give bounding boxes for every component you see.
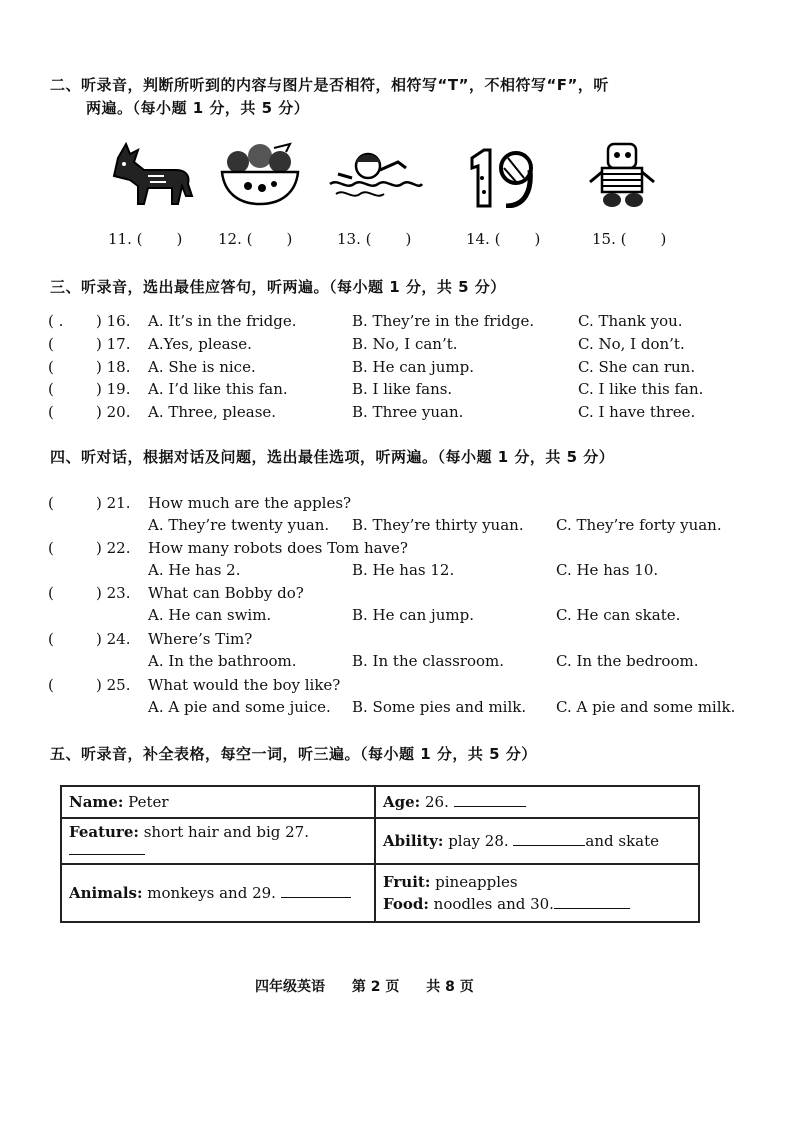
option-a: A. In the bathroom. [148, 652, 297, 670]
fruit-bowl-icon [218, 142, 302, 208]
option-a: A. She is nice. [148, 358, 256, 376]
page-footer [255, 976, 474, 996]
section-2-title [50, 74, 609, 95]
footer-page-number: 第 2 页 [351, 979, 400, 995]
answer-blank[interactable]: ( . [48, 312, 64, 330]
answer-blank[interactable]: ( [48, 539, 54, 557]
answer-blank[interactable]: ( [48, 494, 54, 512]
section-2-note: （每小题 1 分，共 5 分） [132, 99, 310, 117]
section-5-title [50, 743, 537, 764]
option-b: B. They’re in the fridge. [352, 312, 535, 330]
question-text: What can Bobby do? [148, 584, 304, 602]
option-b: B. They’re thirty yuan. [352, 516, 524, 534]
feature-label: Feature: [69, 823, 139, 841]
picture-answer-11-close: ) [176, 230, 183, 248]
option-b: B. Three yuan. [352, 403, 464, 421]
robot-toy-icon [586, 142, 658, 210]
option-a: A. They’re twenty yuan. [148, 516, 330, 534]
section-4-title-text: 四、听对话，根据对话及问题，选出最佳选项，听两遍。 [50, 448, 438, 466]
option-c: C. He has 10. [556, 561, 659, 579]
question-text: Where’s Tim? [148, 630, 253, 648]
picture-answer-12[interactable] [218, 230, 292, 248]
section-5-title-text: 五、听录音，补全表格，每空一词，听三遍。 [50, 745, 361, 763]
question-text: How much are the apples? [148, 494, 352, 512]
option-a: A. It’s in the fridge. [148, 312, 297, 330]
answer-blank[interactable]: ( [48, 403, 54, 421]
option-a: A. A pie and some juice. [148, 698, 331, 716]
option-b: B. I like fans. [352, 380, 453, 398]
option-a: A. I’d like this fan. [148, 380, 288, 398]
picture-answer-12-close: ) [286, 230, 293, 248]
age-value: 26. [425, 793, 449, 811]
option-a: A.Yes, please. [148, 335, 252, 353]
option-c: C. She can run. [578, 358, 696, 376]
option-b: B. In the classroom. [352, 652, 505, 670]
option-c: C. He can skate. [556, 606, 681, 624]
feature-value: short hair and big 27. [143, 823, 309, 841]
option-c: C. I have three. [578, 403, 696, 421]
horse-icon [104, 140, 196, 212]
answer-blank-29[interactable] [281, 884, 351, 898]
question-number: ) 21. [96, 494, 131, 512]
option-b: B. He has 12. [352, 561, 455, 579]
question-number: ) 25. [96, 676, 131, 694]
ability-value: play 28. [448, 832, 509, 850]
option-c: C. Thank you. [578, 312, 683, 330]
answer-blank[interactable]: ( [48, 358, 54, 376]
name-cell [61, 786, 375, 818]
question-number: ) 24. [96, 630, 131, 648]
name-label: Name: [69, 793, 124, 811]
fruit-line [383, 873, 691, 891]
ability-label: Ability: [383, 832, 444, 850]
option-b: B. He can jump. [352, 606, 474, 624]
age-label: Age: [383, 793, 421, 811]
option-c: C. A pie and some milk. [556, 698, 736, 716]
option-a: A. Three, please. [148, 403, 277, 421]
answer-blank[interactable]: ( [48, 676, 54, 694]
option-c: C. In the bedroom. [556, 652, 699, 670]
option-a: A. He can swim. [148, 606, 272, 624]
feature-cell [61, 818, 375, 864]
option-c: C. They’re forty yuan. [556, 516, 722, 534]
question-number: ) 20. [96, 403, 131, 421]
option-b: B. No, I can’t. [352, 335, 458, 353]
section-4-note: （每小题 1 分，共 5 分） [437, 448, 615, 466]
section-4-title [50, 446, 614, 467]
animals-label: Animals: [69, 884, 143, 902]
animals-cell [61, 864, 375, 922]
animals-value: monkeys and 29. [147, 884, 276, 902]
age-cell [375, 786, 699, 818]
option-c: C. No, I don’t. [578, 335, 685, 353]
section-5-note: （每小题 1 分，共 5 分） [360, 745, 537, 763]
answer-blank-27[interactable] [69, 841, 145, 855]
picture-answer-14-num: 14. ( [466, 230, 501, 248]
picture-answer-15-num: 15. ( [592, 230, 627, 248]
answer-blank-30[interactable] [554, 895, 630, 909]
food-label: Food: [383, 895, 429, 913]
picture-answer-12-num: 12. ( [218, 230, 253, 248]
picture-answer-11[interactable] [108, 230, 182, 248]
swimmer-icon [328, 148, 424, 204]
picture-answer-13-close: ) [405, 230, 412, 248]
section-3-title [50, 276, 506, 297]
fruit-label: Fruit: [383, 873, 431, 891]
question-number: ) 23. [96, 584, 131, 602]
picture-answer-13-num: 13. ( [337, 230, 372, 248]
section-3-note: （每小题 1 分，共 5 分） [329, 278, 506, 296]
food-value: noodles and 30. [433, 895, 554, 913]
ability-cell [375, 818, 699, 864]
fruit-food-cell [375, 864, 699, 922]
info-table [60, 785, 700, 923]
question-number: ) 18. [96, 358, 131, 376]
option-a: A. He has 2. [148, 561, 241, 579]
name-value: Peter [128, 793, 169, 811]
footer-total-pages: 共 8 页 [426, 979, 474, 995]
picture-answer-14[interactable] [466, 230, 540, 248]
answer-blank-26[interactable] [454, 793, 526, 807]
option-c: C. I like this fan. [578, 380, 704, 398]
number-19-icon [466, 148, 540, 208]
answer-blank[interactable]: ( [48, 335, 54, 353]
section-2-title-line2 [86, 97, 309, 118]
section-2-title-text2: 两遍。 [86, 99, 133, 117]
answer-blank[interactable]: ( [48, 380, 54, 398]
section-2-title-text: 二、听录音，判断所听到的内容与图片是否相符，相符写“T”，不相符写“F”，听 [50, 76, 609, 94]
question-number: ) 22. [96, 539, 131, 557]
question-number: ) 17. [96, 335, 131, 353]
answer-blank[interactable]: ( [48, 630, 54, 648]
question-number: ) 19. [96, 380, 131, 398]
picture-answer-15[interactable] [592, 230, 666, 248]
option-b: B. He can jump. [352, 358, 474, 376]
answer-blank-28[interactable] [513, 832, 585, 846]
section-3-title-text: 三、听录音，选出最佳应答句，听两遍。 [50, 278, 330, 296]
question-text: How many robots does Tom have? [148, 539, 408, 557]
food-line [383, 895, 691, 913]
picture-answer-13[interactable] [337, 230, 411, 248]
answer-blank[interactable]: ( [48, 584, 54, 602]
picture-answer-15-close: ) [660, 230, 667, 248]
picture-answer-14-close: ) [534, 230, 541, 248]
footer-subject: 四年级英语 [255, 979, 325, 995]
option-b: B. Some pies and milk. [352, 698, 527, 716]
ability-tail: and skate [585, 832, 660, 850]
fruit-value: pineapples [435, 873, 518, 891]
picture-answer-11-num: 11. ( [108, 230, 143, 248]
question-number: ) 16. [96, 312, 131, 330]
question-text: What would the boy like? [148, 676, 341, 694]
